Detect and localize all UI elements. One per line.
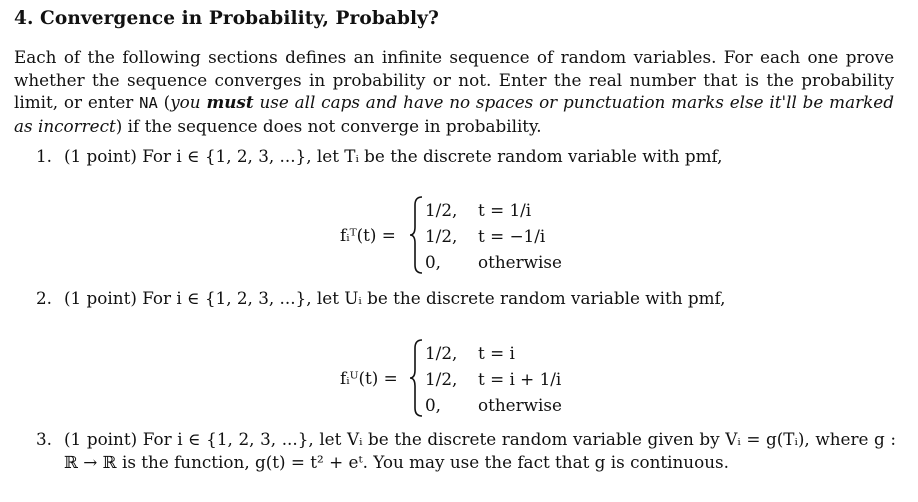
case-condition: t = −1/i <box>478 226 546 246</box>
item-text: (1 point) For i ∈ {1, 2, 3, ...}, let Vᵢ be the discrete random variable given by Vᵢ = g(Tᵢ), where g : ℝ → ℝ is the function, g(t) = t² + eᵗ. You may use the fact that g is continuous. <box>64 429 896 472</box>
intro-note: (you must use all caps and have no spaces or punctuation marks else it'll be marked as incorrect) <box>14 92 894 136</box>
case-value: 1/2, <box>425 369 458 389</box>
item-3-statement <box>36 428 896 474</box>
item-text: (1 point) For i ∈ {1, 2, 3, ...}, let Tᵢ be the discrete random variable with pmf, <box>64 146 723 166</box>
case-condition: otherwise <box>478 395 562 415</box>
item-1-statement <box>36 146 723 166</box>
problem-intro <box>14 46 894 137</box>
case-condition: t = 1/i <box>478 200 532 220</box>
case-value: 1/2, <box>425 343 458 363</box>
item-number: 1. <box>36 146 53 166</box>
item-text: (1 point) For i ∈ {1, 2, 3, ...}, let Uᵢ be the discrete random variable with pmf, <box>64 288 726 308</box>
problem-title: 4. Convergence in Probability, Probably? <box>14 8 439 29</box>
item-1-pmf <box>0 195 918 275</box>
case-value: 1/2, <box>425 226 458 246</box>
intro-text-2: if the sequence does not converge in probability. <box>127 115 542 136</box>
item-2-statement <box>36 288 725 308</box>
item-2-pmf <box>0 338 918 418</box>
left-brace-icon <box>409 338 425 418</box>
item-number: 2. <box>36 288 53 308</box>
case-value: 0, <box>425 395 442 415</box>
case-condition: t = i + 1/i <box>478 369 562 389</box>
case-condition: otherwise <box>478 252 562 272</box>
intro-text-1: Each of the following sections defines an infinite sequence of random variables. For each one prove whether the sequence converges in probability or not. Enter the real number that is the probability limit, or enter <box>14 47 894 112</box>
left-brace-icon <box>409 195 425 275</box>
case-value: 1/2, <box>425 200 458 220</box>
na-code: NA <box>139 94 158 112</box>
pmf-lhs: fᵢᵁ(t) = <box>340 368 398 388</box>
pmf-lhs: fᵢᵀ(t) = <box>340 225 396 245</box>
case-value: 0, <box>425 252 442 272</box>
case-condition: t = i <box>478 343 515 363</box>
item-number: 3. <box>36 429 53 449</box>
